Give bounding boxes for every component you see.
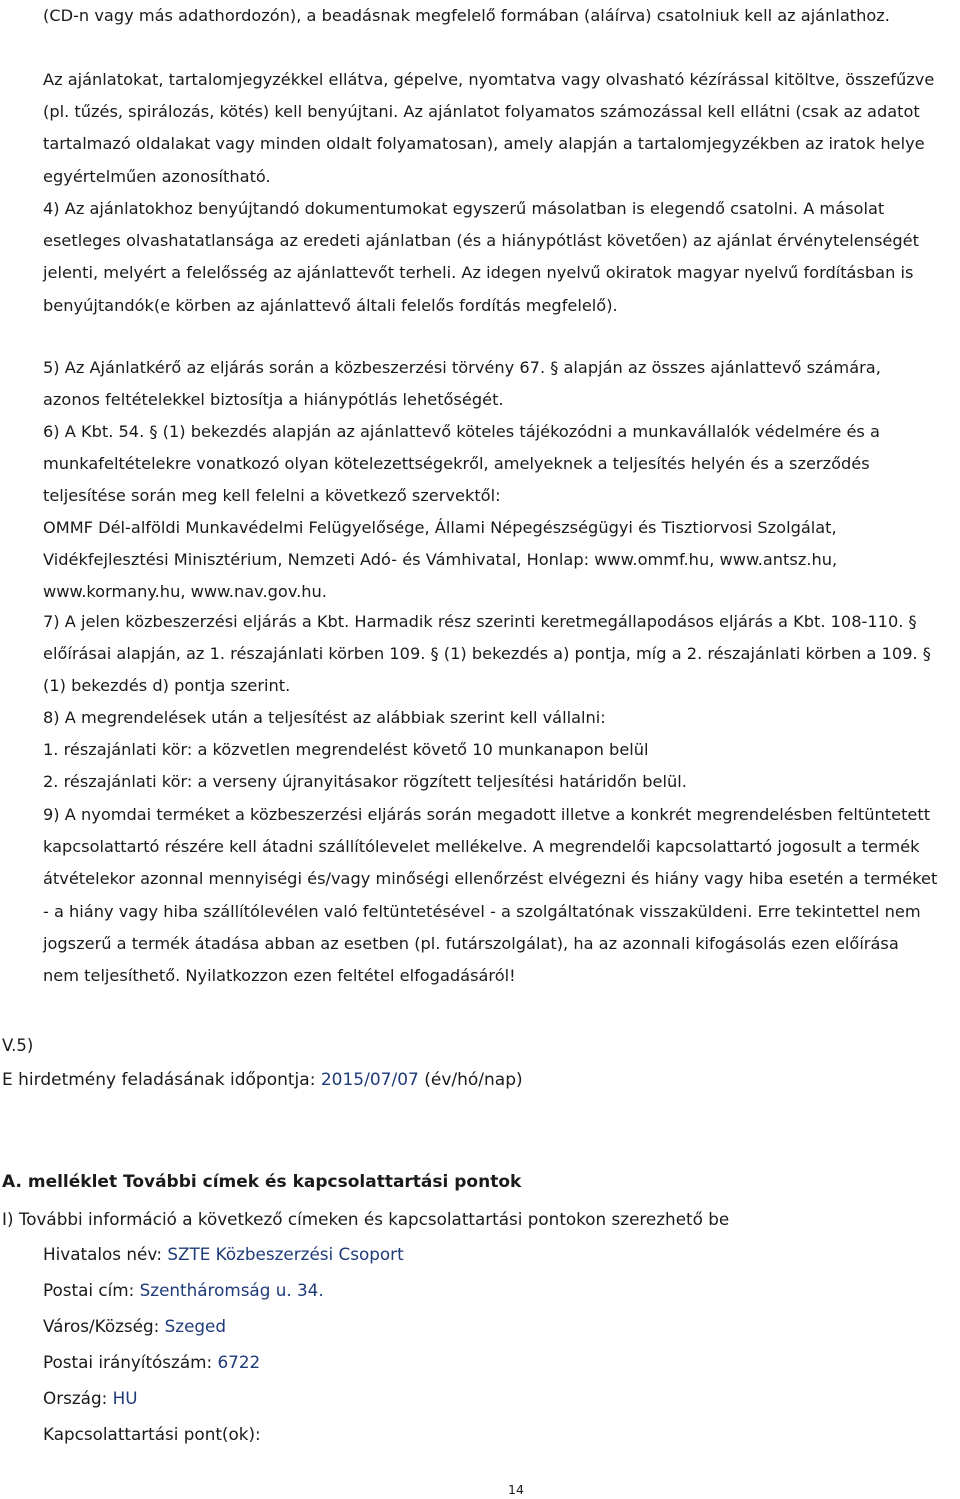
field-label: Postai irányítószám: [43, 1352, 218, 1372]
paragraph-item-9: 9) A nyomdai terméket a közbeszerzési eljárás során megadott illetve a konkrét megrendelésben feltüntetett kapcsolattartó részére kell átadni szállítólevelet mellékelve. A megrendelői kapcsolattartó jogosult a termék átvételekor azonnal mennyiségi és/vagy minőségi ellenőrzést elvégezni és hiány vagy hiba esetén a terméket - a hiány vagy hiba szállítólevélen való feltüntetésével - a szolgáltatónak visszaküldeni. Erre tekintettel nem jogszerű a termék átadása abban az esetben (pl. futárszolgálat), ha az azonnali kifogásolás ezen előírása nem teljesíthető. Nyilatkozzon ezen feltétel elfogadásáról! [43, 805, 938, 986]
page-number: 14 [508, 1482, 524, 1497]
field-country [43, 1382, 138, 1414]
section-label: V.5) [2, 1036, 34, 1055]
field-postal-address [43, 1274, 324, 1306]
publication-date-label: E hirdetmény feladásának időpontja: [2, 1070, 321, 1090]
field-contact-points [43, 1418, 261, 1450]
field-value: Szeged [164, 1316, 227, 1336]
field-value: Szentháromság u. 34. [139, 1280, 324, 1300]
paragraph-authorities: OMMF Dél-alföldi Munkavédelmi Felügyelősége, Állami Népegészségügyi és Tisztiorvosi Szolgálat, Vidékfejlesztési Minisztérium, Nemzeti Adó- és Vámhivatal, Honlap: www.ommf.hu, www.antsz.hu, www.kormany.hu, www.nav.gov.hu. [43, 518, 838, 602]
paragraph-item-8: 8) A megrendelések után a teljesítést az alábbiak szerint kell vállalni: [43, 708, 606, 727]
field-value: SZTE Közbeszerzési Csoport [167, 1244, 404, 1264]
field-label: Város/Község: [43, 1316, 165, 1336]
field-label: Postai cím: [43, 1280, 140, 1300]
publication-date-line [2, 1064, 523, 1096]
paragraph-item-5-visible [43, 352, 938, 416]
field-postal-code [43, 1346, 260, 1378]
field-official-name [43, 1238, 404, 1270]
field-value: 6722 [217, 1352, 261, 1372]
paragraph-item-5-text: 5) Az Ajánlatkérő az eljárás során a közbeszerzési törvény 67. § alapján az összes ajánlattevő számára, azonos feltételekkel biztosítja a hiánypótlás lehetőségét. [43, 358, 881, 410]
paragraph-item-6: 6) A Kbt. 54. § (1) bekezdés alapján az ajánlattevő köteles tájékozódni a munkavállalók védelmére és a munkafeltételekre vonatkozó olyan kötelezettségekről, amelyeknek a teljesítés helyén és a szerződés teljesítése során meg kell felelni a következő szervektől: [43, 422, 880, 506]
field-value: HU [112, 1388, 138, 1408]
paragraph-round-2: 2. részajánlati kör: a verseny újranyitásakor rögzített teljesítési határidőn belül. [43, 772, 687, 791]
paragraph-cd-attachment: (CD-n vagy más adathordozón), a beadásnak megfelelő formában (aláírva) csatolniuk kell az ajánlathoz. [43, 6, 890, 25]
paragraph-item-4: 4) Az ajánlatokhoz benyújtandó dokumentumokat egyszerű másolatban is elegendő csatolni. A másolat esetleges olvashatatlansága az eredeti ajánlatban (és a hiánypótlást követően) az ajánlat érvénytelenségét jelenti, melyért a felelősség az ajánlattevőt terheli. Az idegen nyelvű okiratok magyar nyelvű fordításban is benyújtandók(e körben az ajánlattevő általi felelős fordítás megfelelő). [43, 199, 919, 315]
annex-title: A. melléklet További címek és kapcsolattartási pontok [2, 1172, 522, 1192]
field-label: Hivatalos név: [43, 1244, 168, 1264]
paragraph-submission-format: Az ajánlatokat, tartalomjegyzékkel ellátva, gépelve, nyomtatva vagy olvasható kézírással kitöltve, összefűzve (pl. tűzés, spirálozás, kötés) kell benyújtani. Az ajánlatot folyamatos számozással kell ellátni (csak az adatot tartalmazó oldalakat vagy minden oldalt folyamatosan), amely alapján a tartalomjegyzékben az iratok helye egyértelműen azonosítható. [43, 70, 935, 186]
publication-date-value: 2015/07/07 [320, 1070, 419, 1090]
field-city [43, 1310, 226, 1342]
annex-subtitle: I) További információ a következő címeken és kapcsolattartási pontokon szerezhető be [2, 1209, 730, 1229]
paragraph-item-7: 7) A jelen közbeszerzési eljárás a Kbt. Harmadik rész szerinti keretmegállapodásos eljárás a Kbt. 108-110. § előírásai alapján, az 1. részajánlati körben 109. § (1) bekezdés a) pontja, míg a 2. részajánlati körben a 109. § (1) bekezdés d) pontja szerint. [43, 612, 931, 696]
paragraph-round-1: 1. részajánlati kör: a közvetlen megrendelést követő 10 munkanapon belül [43, 740, 649, 759]
field-label: Ország: [43, 1388, 113, 1408]
publication-date-format: (év/hó/nap) [418, 1070, 523, 1090]
field-label: Kapcsolattartási pont(ok): [43, 1424, 261, 1444]
